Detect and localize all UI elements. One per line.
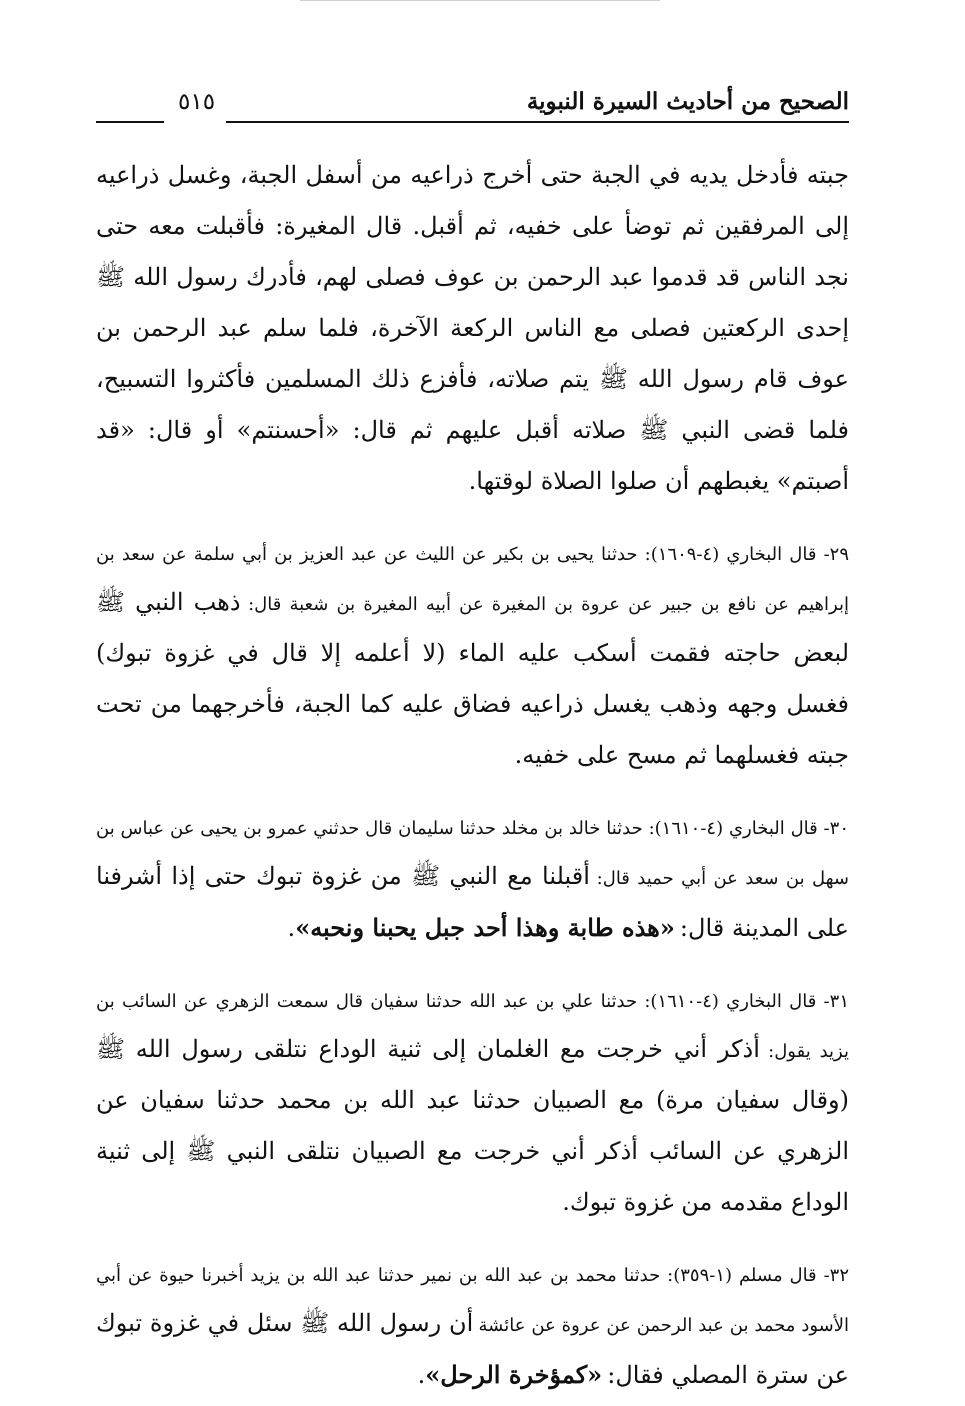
header-rule-short <box>96 121 164 123</box>
hadith-matn: أقبلنا مع النبي ﷺ من غزوة تبوك حتى إذا أشرفنا على المدينة قال: <box>96 862 849 942</box>
hadith-isnad: ٣٢- قال مسلم (١-٣٥٩): حدثنا محمد بن عبد الله بن نمير حدثنا عبد الله بن يزيد أخبرنا حيوة عن أبي الأسود محمد بن عبد الرحمن عن عروة عن عائشة <box>96 1265 850 1336</box>
hadith-quote: «هذه طابة وهذا أحد جبل يحبنا ونحبه» <box>295 913 675 942</box>
hadith-isnad: ٣١- قال البخاري (٤-١٦١٠): حدثنا علي بن عبد الله حدثنا سفيان قال سمعت الزهري عن السائب بن يزيد يقول: <box>96 991 849 1062</box>
hadith-matn: أذكر أني خرجت مع الغلمان إلى ثنية الوداع نتلقى رسول الله ﷺ (وقال سفيان مرة) مع الصبيان حدثنا عبد الله بن محمد حدثنا سفيان عن الزهري عن السائب أذكر أني خرجت مع الصبيان نتلقى النبي ﷺ إلى ثنية الوداع مقدمه من غزوة تبوك. <box>96 1035 849 1216</box>
hadith-tail: . <box>417 1361 426 1389</box>
hadith-matn: ذهب النبي ﷺ لبعض حاجته فقمت أسكب عليه الماء (لا أعلمه إلا قال في غزوة تبوك) فغسل وجهه وذهب يغسل ذراعيه فضاق عليه كما الجبة، فأخرجهما من تحت جبته فغسلهما ثم مسح على خفيه. <box>96 588 849 769</box>
hadith-32 <box>96 1254 849 1401</box>
page-number: ٥١٥ <box>178 89 216 115</box>
hadith-quote: «كمؤخرة الرحل» <box>425 1360 603 1389</box>
running-title: الصحيح من أحاديث السيرة النبوية <box>526 88 849 115</box>
page-header <box>96 88 849 128</box>
scan-edge-line <box>300 0 660 1</box>
hadith-tail: . <box>287 914 296 942</box>
page-body <box>96 150 849 1401</box>
opening-paragraph: جبته فأدخل يديه في الجبة حتى أخرج ذراعيه من أسفل الجبة، وغسل ذراعيه إلى المرفقين ثم توضأ على خفيه، ثم أقبل. قال المغيرة: فأقبلت معه حتى نجد الناس قد قدموا عبد الرحمن بن عوف فصلى لهم، فأدرك رسول الله ﷺ إحدى الركعتين فصلى مع الناس الركعة الآخرة، فلما سلم عبد الرحمن بن عوف قام رسول الله ﷺ يتم صلاته، فأفزع ذلك المسلمين فأكثروا التسبيح، فلما قضى النبي ﷺ صلاته أقبل عليهم ثم قال: «أحسنتم» أو قال: «قد أصبتم» يغبطهم أن صلوا الصلاة لوقتها. <box>96 161 849 495</box>
header-rule <box>226 121 849 123</box>
hadith-30 <box>96 807 849 954</box>
hadith-31 <box>96 980 849 1228</box>
hadith-isnad: ٢٩- قال البخاري (٤-١٦٠٩): حدثنا يحيى بن بكير عن الليث عن عبد العزيز بن أبي سلمة عن سعد بن إبراهيم عن نافع بن جبير عن عروة بن المغيرة عن أبيه المغيرة بن شعبة قال: <box>96 544 849 615</box>
hadith-matn: أن رسول الله ﷺ سئل في غزوة تبوك عن سترة المصلي فقال: <box>96 1309 849 1389</box>
hadith-isnad: ٣٠- قال البخاري (٤-١٦١٠): حدثنا خالد بن مخلد حدثنا سليمان قال حدثني عمرو بن يحيى عن عباس بن سهل بن سعد عن أبي حميد قال: <box>96 818 849 889</box>
hadith-29 <box>96 533 849 781</box>
